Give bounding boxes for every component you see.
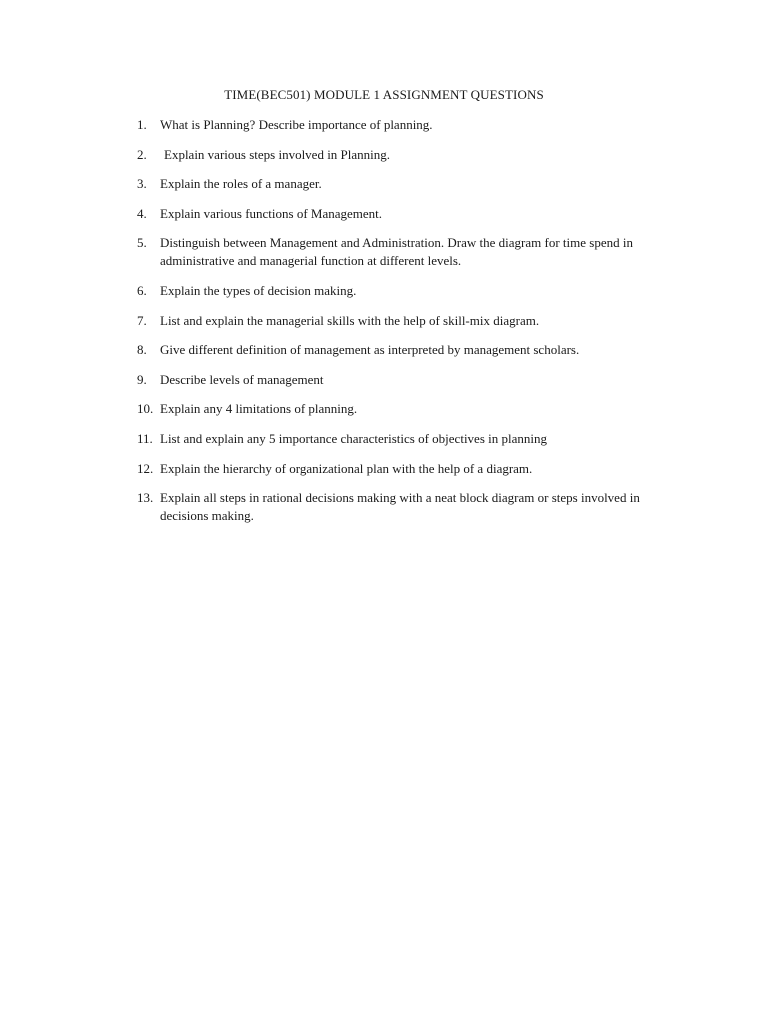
question-number: 1. (137, 117, 147, 132)
list-item (137, 205, 647, 223)
question-text: Explain any 4 limitations of planning. (160, 401, 358, 417)
question-number: 9. (137, 371, 147, 387)
question-text: What is Planning? Describe importance of planning. (160, 117, 433, 132)
question-text: Explain various steps involved in Planning. (164, 146, 391, 162)
question-number: 12. (137, 460, 154, 476)
question-text: Describe levels of management (160, 371, 324, 387)
question-text: Distinguish between Management and Administration. Draw the diagram for time spend in administrative and managerial function at different levels. (160, 235, 633, 269)
list-item (137, 430, 647, 448)
question-text: Explain various functions of Management. (160, 205, 383, 221)
question-text: Explain the roles of a manager. (160, 176, 322, 192)
question-number: 8. (137, 342, 147, 358)
list-item (137, 234, 647, 270)
list-item (137, 282, 647, 300)
question-number: 7. (137, 312, 147, 328)
list-item (137, 116, 647, 134)
question-text: Explain the types of decision making. (160, 282, 357, 298)
question-number: 3. (137, 176, 147, 192)
question-text: Explain all steps in rational decisions making with a neat block diagram or steps involved in decisions making. (160, 490, 640, 524)
question-number: 10. (137, 401, 154, 417)
question-number: 2. (137, 146, 147, 162)
question-number: 5. (137, 235, 147, 251)
question-text: List and explain the managerial skills with the help of skill-mix diagram. (160, 312, 540, 328)
question-number: 6. (137, 282, 147, 298)
list-item (137, 489, 647, 525)
list-item (137, 371, 647, 389)
list-item (137, 175, 647, 193)
document-title: TIME(BEC501) MODULE 1 ASSIGNMENT QUESTIONS (224, 87, 544, 102)
list-item (137, 312, 647, 330)
question-number: 4. (137, 205, 147, 221)
question-number: 13. (137, 490, 154, 506)
question-text: Give different definition of management as interpreted by management scholars. (160, 342, 580, 358)
question-number: 11. (137, 430, 153, 446)
list-item (137, 341, 647, 359)
question-list (137, 116, 647, 537)
question-text: List and explain any 5 importance characteristics of objectives in planning (160, 430, 547, 446)
list-item (137, 460, 647, 478)
list-item (137, 400, 647, 418)
question-text: Explain the hierarchy of organizational plan with the help of a diagram. (160, 460, 533, 476)
list-item (137, 146, 647, 164)
